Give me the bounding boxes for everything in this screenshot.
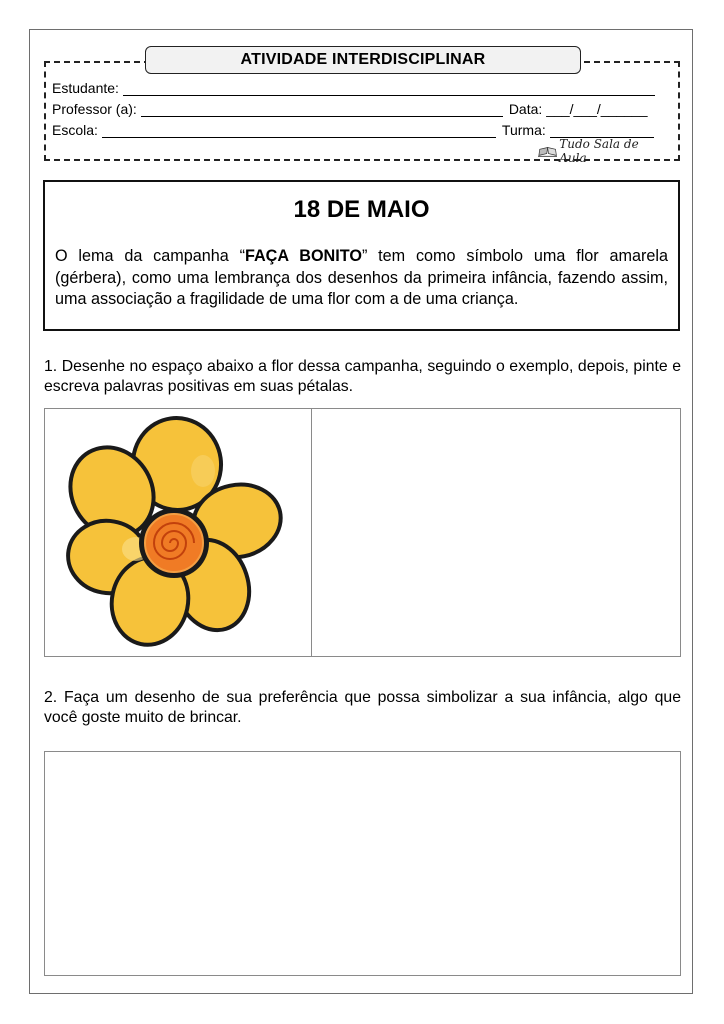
theme-box <box>43 180 680 331</box>
header-title: ATIVIDADE INTERDISCIPLINAR <box>145 46 581 74</box>
theme-title: 18 DE MAIO <box>293 196 430 223</box>
yellow-flower-icon <box>45 409 311 656</box>
question-1: 1. Desenhe no espaço abaixo a flor dessa campanha, seguindo o exemplo, depois, pinte e escreva palavras positivas em suas pétalas. <box>44 358 681 395</box>
teacher-line[interactable] <box>141 102 503 117</box>
date-blank[interactable]: ___/___/______ <box>546 101 648 117</box>
brand-logo <box>538 137 656 165</box>
theme-text-after: ” tem como símbolo uma flor amarela (gérbera), como uma lembrança dos desenhos da primeira infância, fazendo assim, uma associação a fragilidade de uma flor com a de uma criança. <box>55 247 668 308</box>
open-book-icon <box>538 144 557 158</box>
student-label: Estudante: <box>52 80 119 96</box>
campaign-name: FAÇA BONITO <box>244 247 362 265</box>
brand-text: Tudo Sala de Aula <box>559 137 639 165</box>
school-line[interactable] <box>102 123 496 138</box>
question-2: 2. Faça um desenho de sua preferência que possa simbolizar a sua infância, algo que você goste muito de brincar. <box>44 689 681 726</box>
drawing-area-1[interactable] <box>311 408 681 657</box>
example-panel <box>44 408 312 657</box>
drawing-area-2[interactable] <box>44 751 681 976</box>
date-label: Data: <box>508 101 543 117</box>
theme-text <box>55 246 668 311</box>
teacher-label: Professor (a): <box>52 101 137 117</box>
student-line[interactable] <box>123 81 655 96</box>
school-label: Escola: <box>52 122 98 138</box>
student-field[interactable] <box>52 78 655 96</box>
school-field[interactable] <box>52 120 654 138</box>
teacher-field[interactable] <box>52 99 648 117</box>
class-label: Turma: <box>501 122 546 138</box>
theme-text-before: O lema da campanha “ <box>55 247 245 265</box>
class-line[interactable] <box>550 123 654 138</box>
